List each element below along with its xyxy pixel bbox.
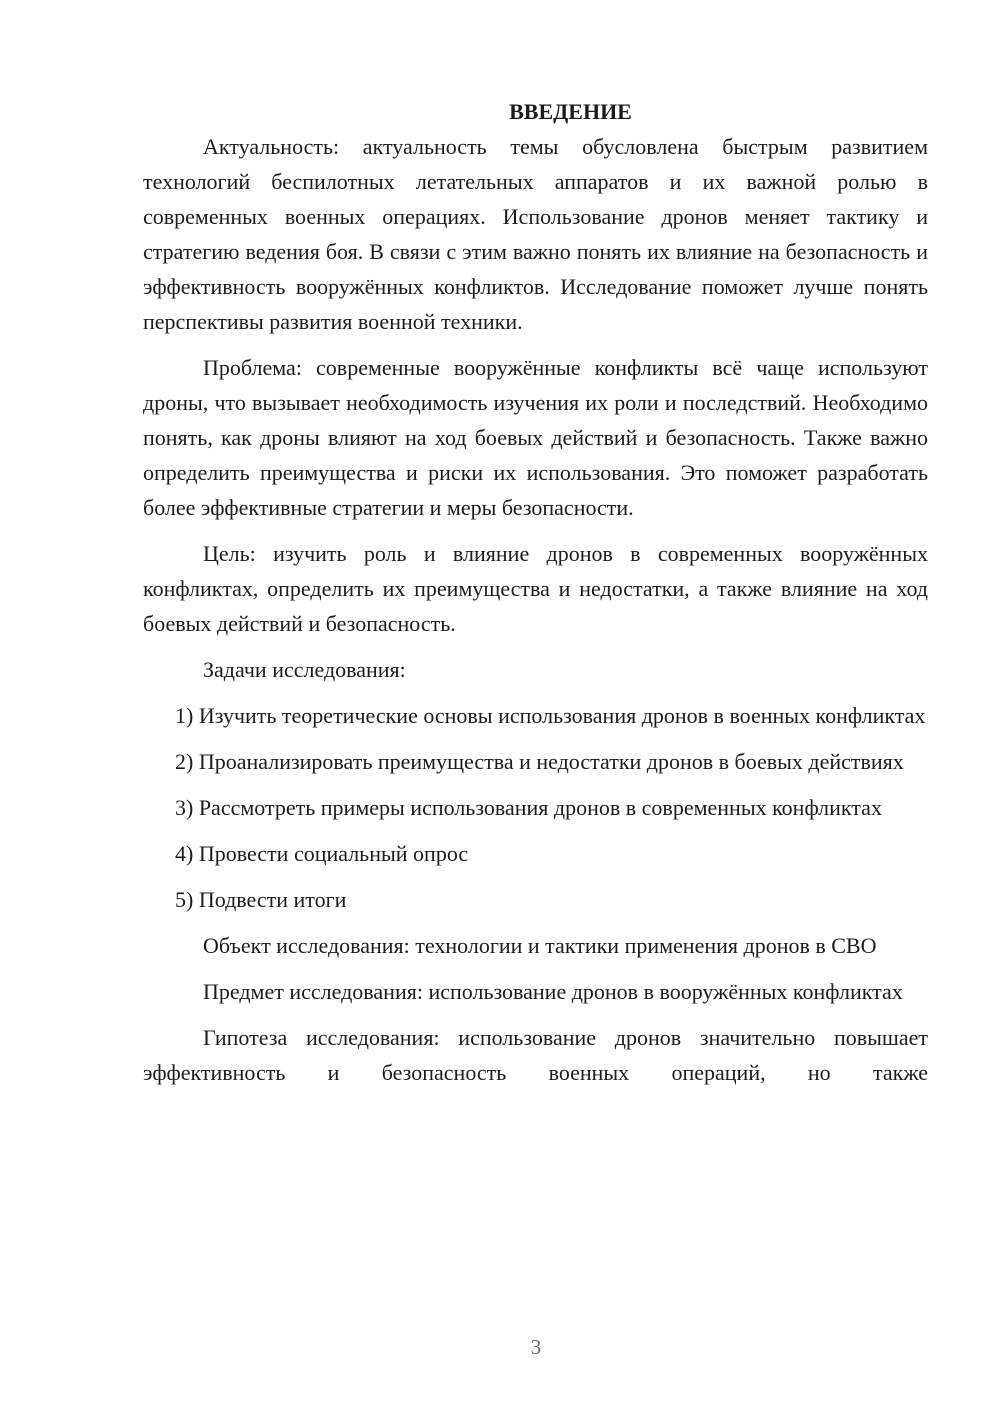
document-body [143, 94, 928, 1101]
task-item-4: 4) Провести социальный опрос [175, 841, 469, 866]
task-item-1: 1) Изучить теоретические основы использования дронов в военных конфликтах [175, 703, 926, 728]
paragraph-relevance: Актуальность: актуальность темы обусловлена быстрым развитием технологий беспилотных летательных аппаратов и их важной ролью в современных военных операциях. Использование дронов меняет тактику и стратегию ведения боя. В связи с этим важно понять их влияние на безопасность и эффективность вооружённых конфликтов. Исследование поможет лучше понять перспективы развития военной техники. [143, 134, 928, 334]
paragraph-object: Объект исследования: технологии и тактики применения дронов в СВО [203, 933, 877, 958]
paragraph-tasks-heading: Задачи исследования: [203, 657, 406, 682]
task-item-2: 2) Проанализировать преимущества и недостатки дронов в боевых действиях [175, 749, 904, 774]
page-number: 3 [530, 1335, 542, 1359]
paragraph-goal: Цель: изучить роль и влияние дронов в современных вооружённых конфликтах, определить их преимущества и недостатки, а также влияние на ход боевых действий и безопасность. [143, 541, 928, 636]
task-item-3: 3) Рассмотреть примеры использования дронов в современных конфликтах [175, 795, 882, 820]
section-title: ВВЕДЕНИЕ [509, 99, 632, 124]
paragraph-subject: Предмет исследования: использование дронов в вооружённых конфликтах [203, 979, 903, 1004]
task-item-5: 5) Подвести итоги [175, 887, 347, 912]
paragraph-hypothesis: Гипотеза исследования: использование дронов значительно повышает эффективность и безопасность военных операций, но также [143, 1025, 928, 1085]
paragraph-problem: Проблема: современные вооружённые конфликты всё чаще используют дроны, что вызывает необходимость изучения их роли и последствий. Необходимо понять, как дроны влияют на ход боевых действий и безопасность. Также важно определить преимущества и риски их использования. Это поможет разработать более эффективные стратегии и меры безопасности. [143, 355, 928, 520]
